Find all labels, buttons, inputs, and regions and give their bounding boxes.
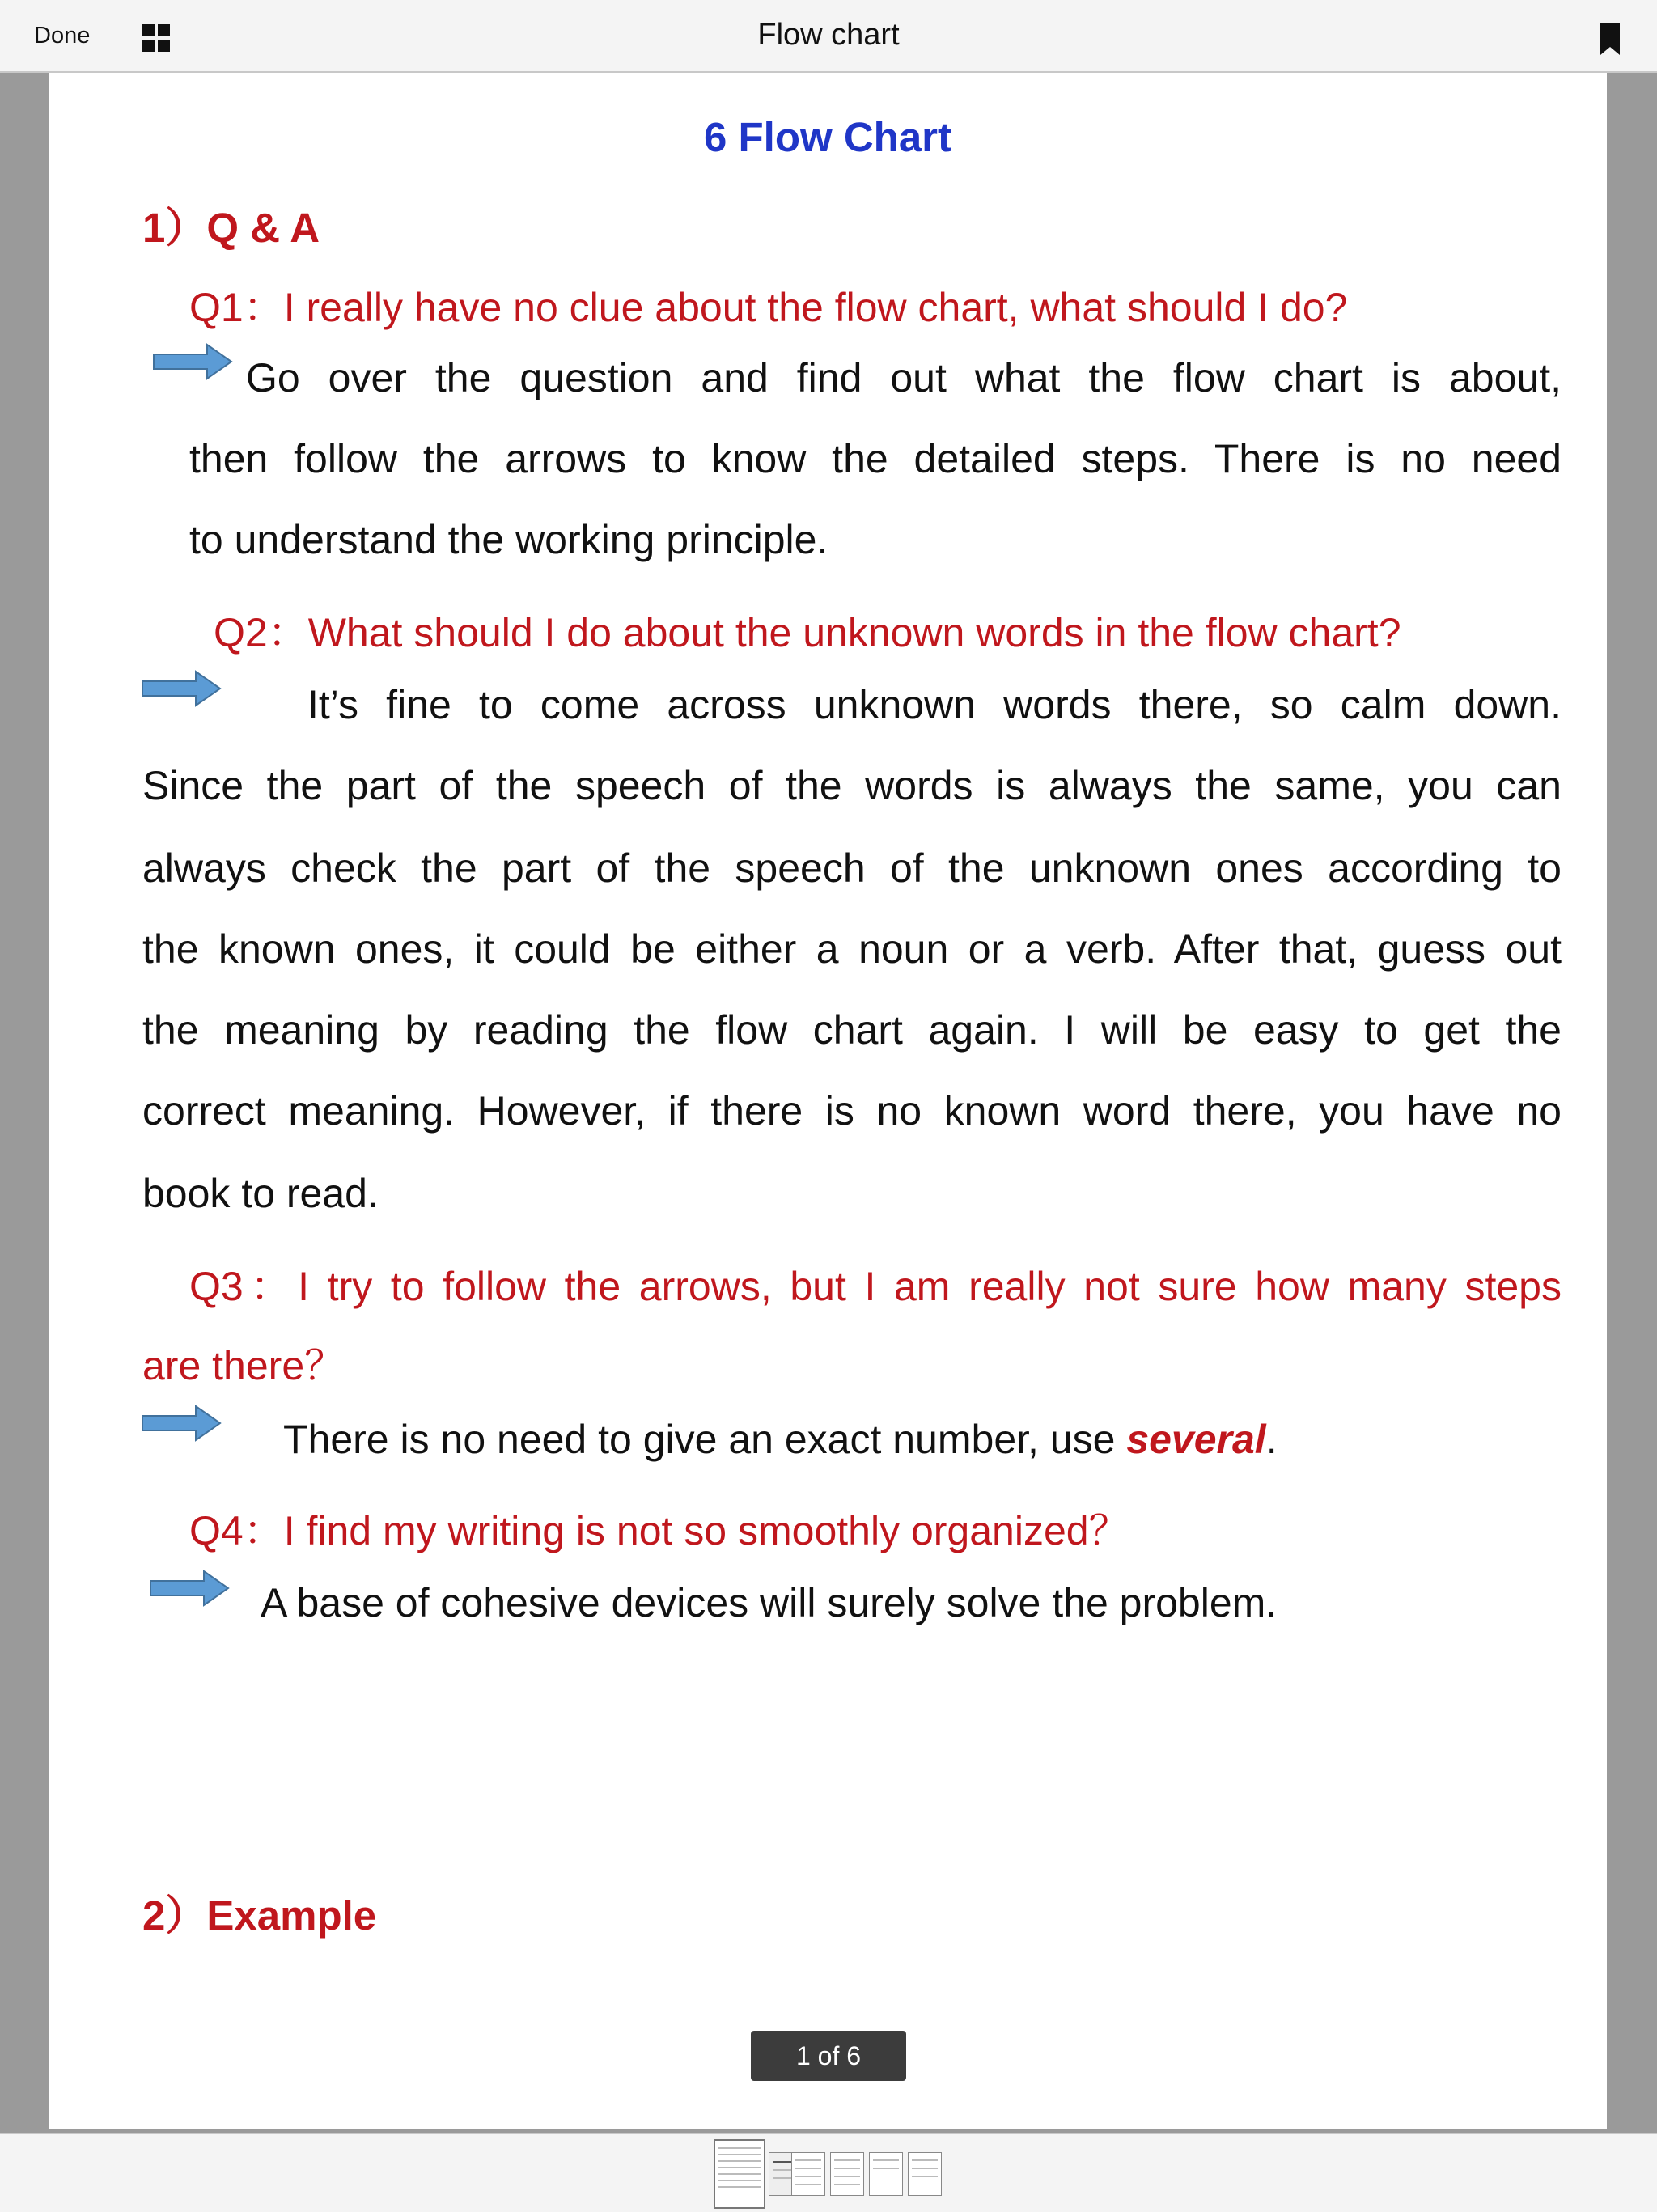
answer-1-line: Go over the question and find out what the flow chart is about,	[246, 355, 1562, 400]
answer-3-period: .	[1265, 1417, 1278, 1462]
page-heading: 6 Flow Chart	[703, 114, 952, 160]
section-heading-qa: 1）Q & A	[142, 205, 320, 251]
page-thumbnail-strip	[0, 2133, 1657, 2212]
answer-1-line: to understand the working principle.	[189, 517, 828, 562]
answer-4: A base of cohesive devices will surely solve the problem.	[261, 1580, 1278, 1625]
page-thumbnail[interactable]	[869, 2152, 903, 2196]
arrow-right-icon	[149, 1570, 230, 1607]
answer-1-line: then follow the arrows to know the detailed steps. There is no need	[189, 436, 1562, 481]
page-thumbnail[interactable]	[714, 2139, 765, 2209]
question-3: Q3：I try to follow the arrows, but I am really not sure how many steps	[189, 1264, 1562, 1309]
question-4: Q4：I find my writing is not so smoothly organized？	[189, 1508, 1129, 1553]
question-3-continued: are there？	[142, 1343, 345, 1388]
section-heading-example: 2）Example	[142, 1892, 377, 1939]
answer-2-line: It’s fine to come across unknown words there, so calm down.	[307, 682, 1562, 727]
top-toolbar	[0, 0, 1657, 73]
question-2: Q2：What should I do about the unknown words in the flow chart?	[214, 610, 1401, 655]
answer-2-line: book to read.	[142, 1171, 379, 1216]
page-thumbnail[interactable]	[908, 2152, 942, 2196]
question-1: Q1：I really have no clue about the flow chart, what should I do?	[189, 285, 1348, 330]
page-indicator: 1 of 6	[751, 2031, 906, 2081]
done-button[interactable]: Done	[34, 23, 91, 49]
answer-2-line: the meaning by reading the flow chart again. I will be easy to get the	[142, 1007, 1562, 1053]
arrow-right-icon	[141, 1405, 222, 1442]
document-page	[49, 73, 1607, 2129]
answer-3-text: There is no need to give an exact number, use	[283, 1417, 1127, 1462]
answer-2-line: the known ones, it could be either a noun or a verb. After that, guess out	[142, 926, 1562, 972]
arrow-right-icon	[152, 343, 233, 380]
page-thumbnail[interactable]	[830, 2152, 864, 2196]
emphasized-word: several	[1126, 1417, 1266, 1462]
answer-3	[283, 1416, 1278, 1463]
bookmark-icon[interactable]	[1600, 23, 1620, 55]
answer-2-line: Since the part of the speech of the words is always the same, you can	[142, 763, 1562, 808]
document-title: Flow chart	[757, 18, 900, 52]
answer-2-line: correct meaning. However, if there is no known word there, you have no	[142, 1088, 1562, 1134]
page-thumbnail[interactable]	[791, 2152, 825, 2196]
arrow-right-icon	[141, 670, 222, 707]
answer-2-line: always check the part of the speech of the unknown ones according to	[142, 845, 1562, 891]
